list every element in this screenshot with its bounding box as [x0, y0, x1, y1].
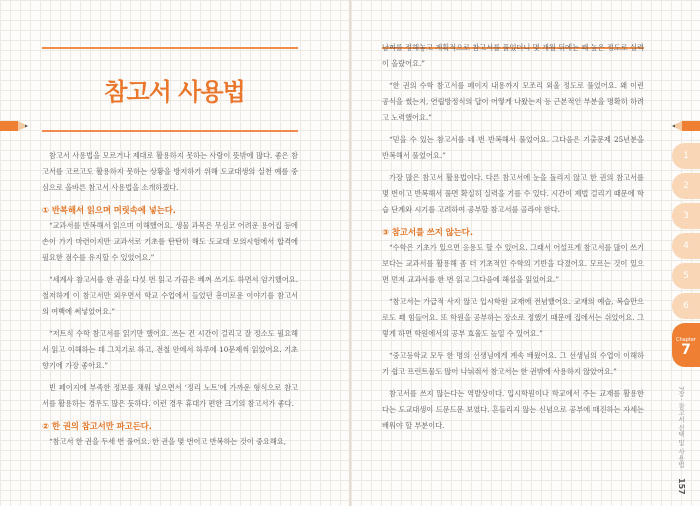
student-quote: “중고등학교 모두 한 명의 선생님에게 계속 배웠어요. 그 선생님의 수업이 이해하기 쉽고 프린트물도 많이 나눠줘서 참고서는 한 권밖에 사용하지 않았어요.” — [382, 351, 644, 376]
section-heading-3: ③ 참고서를 쓰지 않는다. — [382, 227, 473, 237]
student-quote: 날짜를 정해놓고 계획적으로 참고서를 풀었더니 몇 개월 뒤에는 꽤 높은 정도로 실력이 올랐어요.” — [382, 43, 644, 68]
intro-paragraph: 참고서 사용법을 모르거나 제대로 활용하지 못하는 사람이 뜻밖에 많다. 좋은 참고서를 고르고도 활용하지 못하는 상황을 방지하기 위해 도교대생의 실천 예를 중심으로 올바른 참고서 사용법을 소개하겠다. — [42, 151, 298, 192]
chapter-tab-active-label: Chapter — [676, 337, 696, 343]
student-quote: “한 권의 수학 참고서를 페이지 내용까지 모조리 외울 정도로 풀었어요. 왜 이런 공식을 썼는지, 연립방정식의 답이 어떻게 나왔는지 등 근본적인 부분을 명확히 하려고 노력했어요.” — [382, 81, 644, 122]
chapter-running-title: 7장 · 참고서 선택 및 사용법 — [677, 386, 685, 468]
chapter-tabs — [672, 143, 700, 371]
chapter-tab-active-number: 7 — [681, 342, 691, 358]
student-quote: “믿을 수 있는 참고서를 네 번 반복해서 풀었어요. 그다음은 기출문제 25년분을 반복해서 풀었어요.” — [382, 135, 644, 160]
left-column — [42, 148, 298, 450]
body-paragraph: 참고서를 쓰지 않는다는 역발상이다. 입시학원이나 학교에서 주는 교재를 활용한다는 도교대생이 드문드문 보였다. 흔들리지 않는 신념으로 공부에 매진하는 자세는 배워야 할 부분이다. — [382, 389, 644, 430]
chapter-tab-6[interactable]: 6 — [672, 293, 700, 319]
section-heading-1: ① 반복해서 읽으며 머릿속에 넣는다. — [42, 205, 176, 215]
body-paragraph: 빈 페이지에 부족한 정보를 채워 넣으면서 ‘정리 노트’에 가까운 형식으로 참고서를 활용하는 경우도 많은 듯하다. 이런 경우 휴대가 편한 크기의 참고서가 좋다. — [42, 383, 298, 408]
chapter-tab-3[interactable]: 3 — [672, 203, 700, 229]
student-quote: “참고서 한 권을 두세 번 풀어요. 한 권을 몇 번이고 반복하는 것이 중요해요, — [49, 437, 287, 446]
student-quote: “교과서를 반복해서 읽으며 이해했어요. 생물 과목은 무심코 어려운 용어집 등에 손이 가기 마련이지만 교과서로 기초를 탄탄히 해도 도교대 모의시험에서 합격에 필요한 점수를 유지할 수 있었어요.” — [42, 221, 298, 262]
student-quote: “참고서는 가급적 사지 않고 입시학원 교재에 전념했어요. 교재의 예습, 복습만으로도 꽤 힘들어요. 또 학원을 공부하는 장소로 정했기 때문에 집에서는 쉬었어요. 그렇게 하면 학원에서의 공부 효율도 높일 수 있어요.” — [382, 297, 644, 338]
page-title: 참고서 사용법 — [104, 78, 245, 106]
chapter-tab-2[interactable]: 2 — [672, 173, 700, 199]
right-column — [382, 40, 644, 434]
pencil-icon — [0, 118, 30, 134]
chapter-tab-1[interactable]: 1 — [672, 143, 700, 169]
student-quote: “저트식 수학 참고서를 읽기만 했어요. 쓰는 건 시간이 걸리고 잘 정소도 필요해서 읽고 이해하는 데 그치기로 하고, 전철 안에서 하루에 10문제씩 읽었어요. 기초 향기에 가장 좋아요.” — [42, 329, 298, 370]
chapter-tab-4[interactable]: 4 — [672, 233, 700, 259]
title-underline — [42, 130, 298, 132]
chapter-tab-active[interactable] — [672, 323, 700, 367]
student-quote: “수학은 기초가 있으면 응용도 할 수 있어요. 그래서 어설프게 참고서를 많이 쓰기보다는 교과서를 활용해 좀 더 기초적인 수학의 기반을 다졌어요. 모르는 것이 있으면 먼저 교과서를 한 번 읽고 그다음에 해설을 읽었어요.” — [382, 243, 644, 284]
pencil-icon — [670, 118, 700, 134]
chapter-tab-5[interactable]: 5 — [672, 263, 700, 289]
section-heading-2: ② 한 권의 참고서만 파고든다. — [42, 421, 152, 431]
top-rule-left — [42, 47, 298, 49]
body-paragraph: 가장 많은 참고서 활용법이다. 다른 참고서에 눈을 돌리지 않고 한 권의 참고서를 몇 번이고 반복해서 풀면 확실히 실력을 기를 수 있다. 시간이 제법 걸리기 때문에 학습 단계와 시기를 고려하여 공부할 참고서를 골라야 한다. — [382, 173, 644, 214]
page-number: 157 — [677, 478, 686, 495]
student-quote: “세계사 참고서를 한 권을 다섯 번 읽고 가끔은 베껴 쓰기도 하면서 암기했어요. 철저하게 이 참고서만 외우면서 학교 수업에서 들었던 흥미로운 이야기를 참고서의 여백에 써넣었어요.” — [42, 275, 298, 316]
